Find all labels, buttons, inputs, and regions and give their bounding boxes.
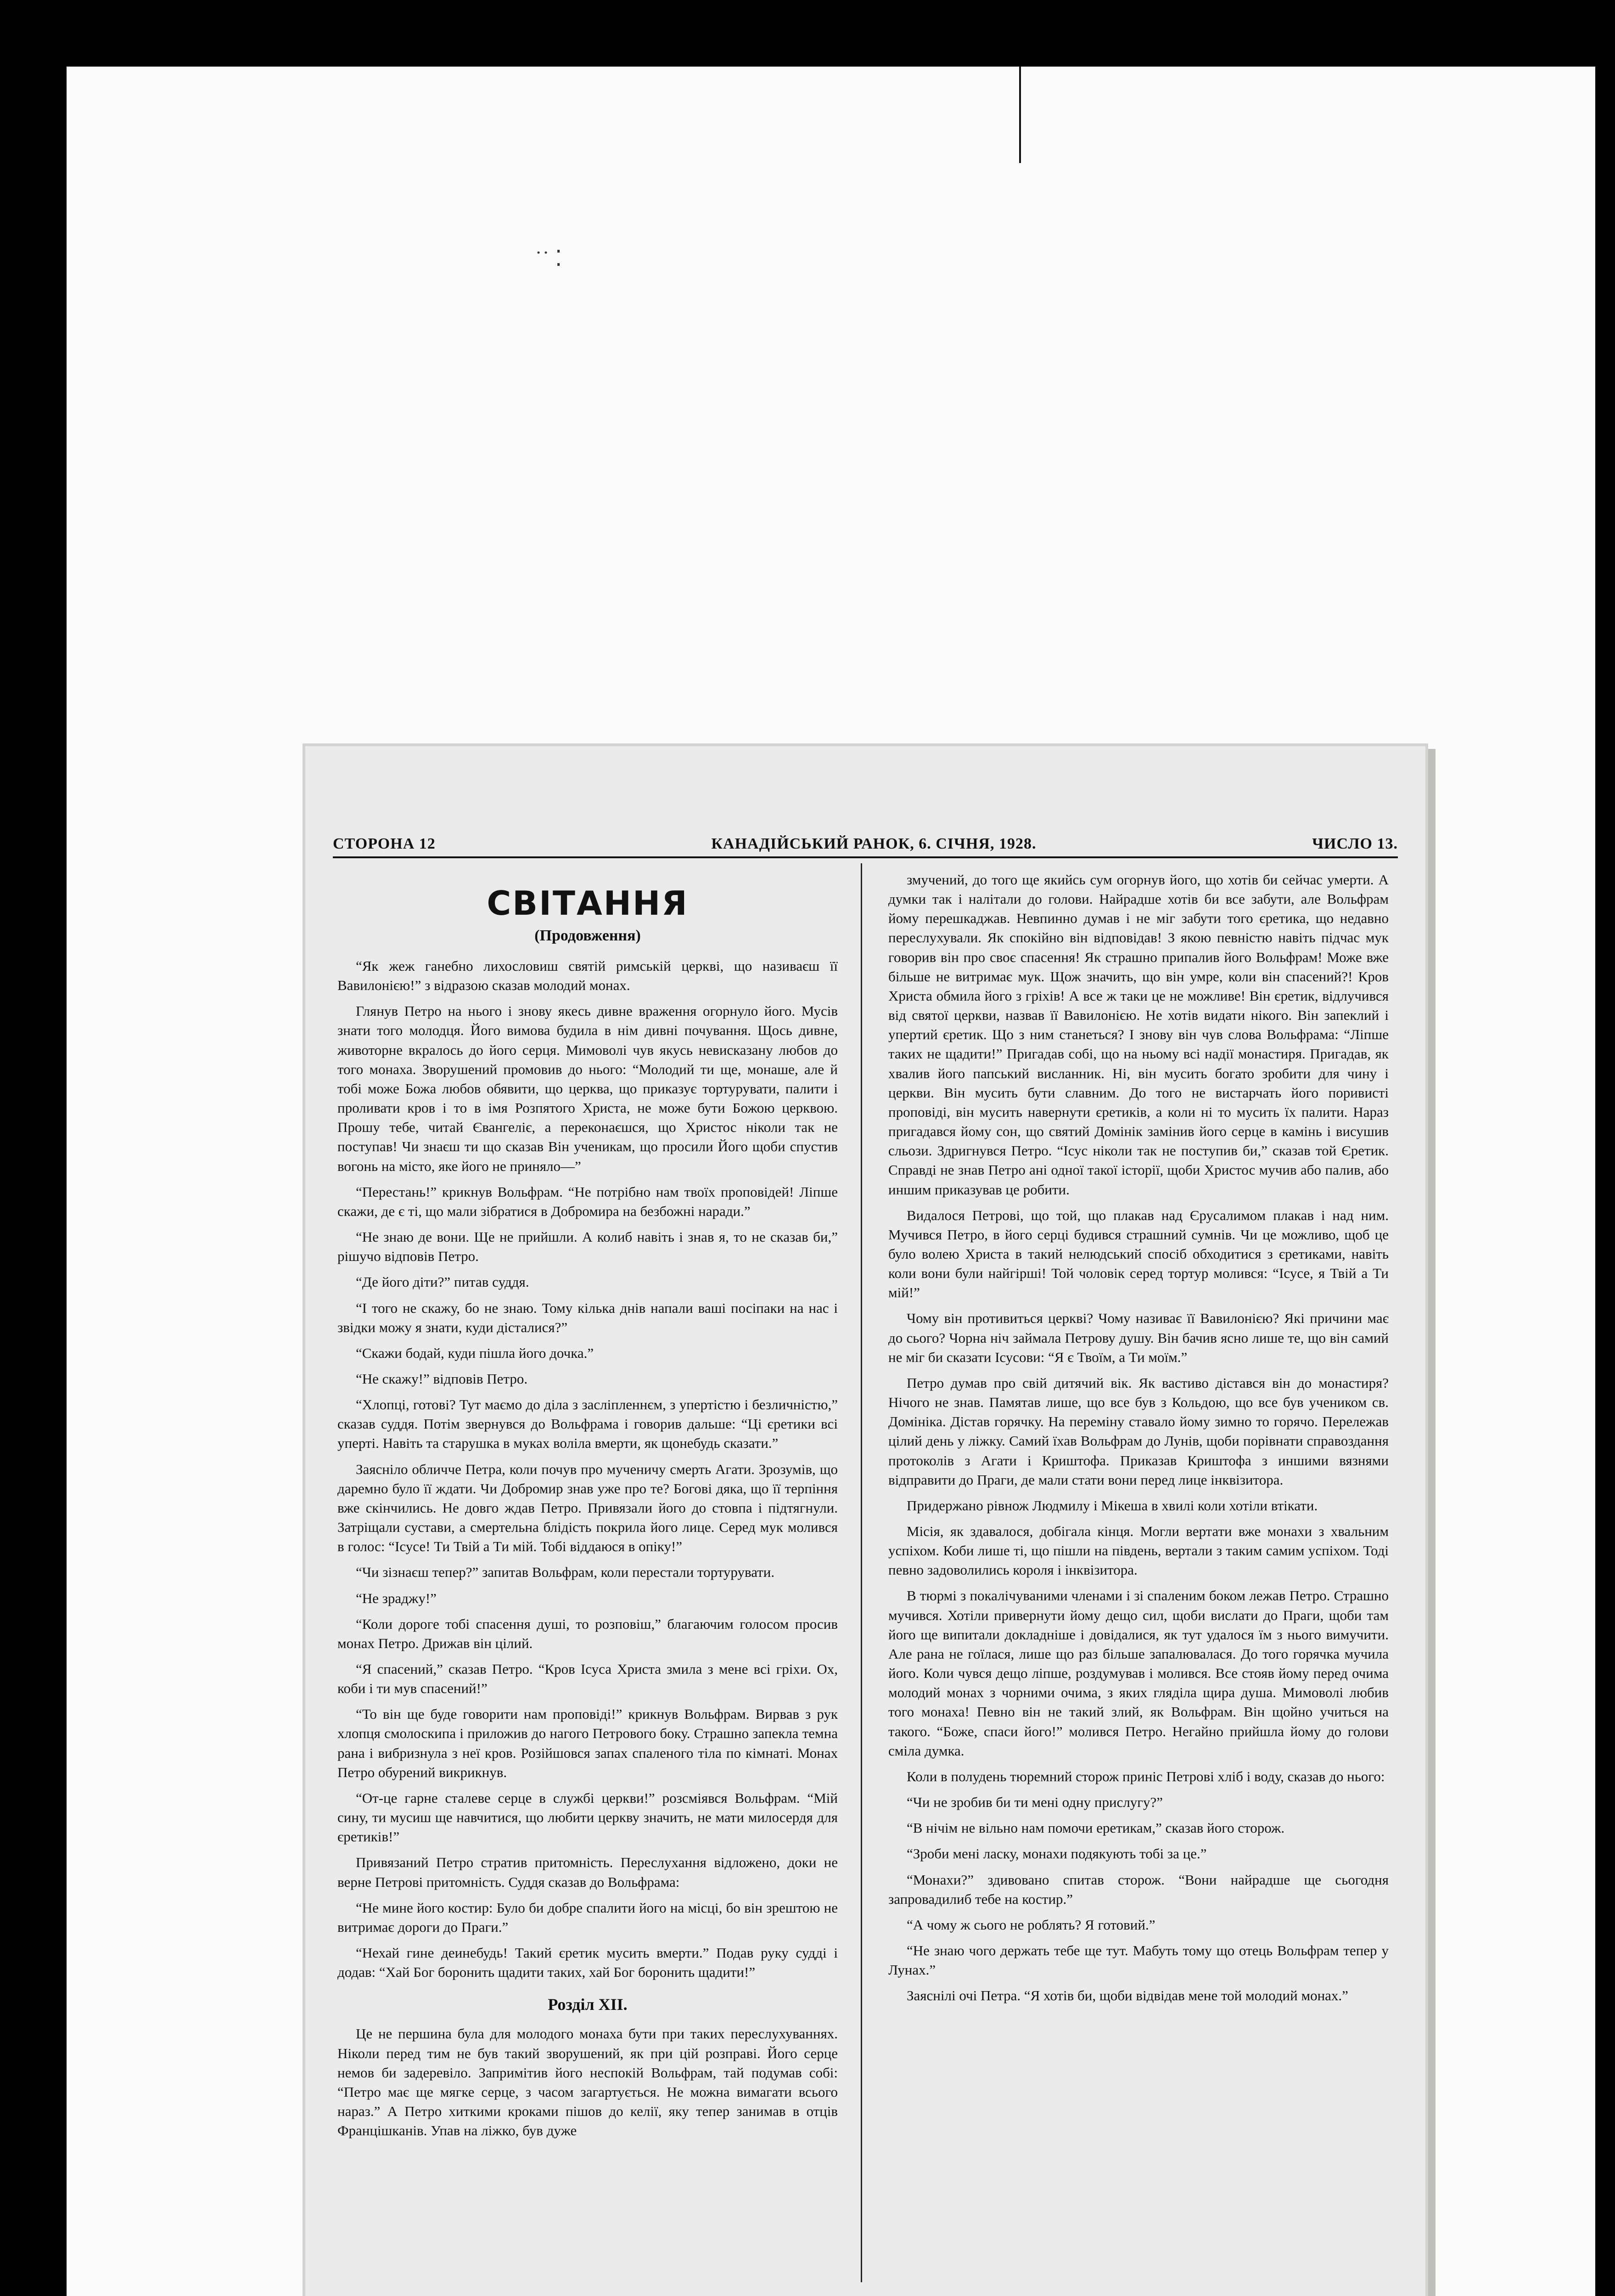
newspaper-title: КАНАДІЙСЬКИЙ РАНОК, 6. СІЧНЯ, 1928. — [711, 835, 1037, 852]
column-divider — [861, 863, 862, 2282]
paragraph: “А чому ж сього не роблять? Я готовий.” — [907, 1916, 1155, 1933]
paragraph: Чому він противиться церкві? Чому називає її Вавилонією? Які причини має до сього? Чорна ніч займала Петрову душу. Він бачив ясно лише те, що він самий не міг би сказати Ісусови: “Я є Твоїм, а Ти моїм.” — [888, 1310, 1389, 1365]
paragraph: “Не знаю чого держать тебе ще тут. Мабуть тому що отець Вольфрам тепер у Лунах.” — [888, 1942, 1389, 1978]
chapter-heading: Розділ XII. — [548, 1995, 628, 2014]
right-column — [888, 870, 1389, 2275]
paragraph: “Хлопці, готові? Тут маємо до діла з засліпленнєм, з упертістю і безличністю,” сказав суддя. Потім звернувся до Вольфрама і говорив дальше: “Ці єретики всі уперті. Навіть та старушка в муках воліла вмерти, як щонебудь сказати.” — [337, 1396, 838, 1452]
paragraph: “Я спасений,” сказав Петро. “Кров Ісуса Христа змила з мене всі гріхи. Ох, коби і ти мув спасений!” — [337, 1661, 838, 1697]
paragraph: Місія, як здавалося, добігала кінця. Могли вертати вже монахи з хвальним успіхом. Коби лише ті, що пішли на південь, вертали з таким самим успіхом. Тоді певно задоволились короля і інквізитора. — [888, 1523, 1389, 1578]
paragraph: “Не зраджу!” — [356, 1590, 437, 1606]
paragraph: “Перестань!” крикнув Вольфрам. “Не потрібно нам твоїх проповідей! Лiпше скажи, де є ті, що мали зібратися в Добромира на безбожні наради.” — [337, 1183, 838, 1219]
paragraph: “Скажи бодай, куди пішла його дочка.” — [356, 1345, 594, 1361]
paragraph: Це не першина була для молодого монаха бути при таких переслухуваннях. Ніколи перед тим не був такий зворушений, як при цій розправі. Його серце немов би задеревіло. Запримітив його неспокій Вольфрам, тай подумав собі: “Петро має ще мягке серце, з часом загартується. Не можна вимагати всього нараз.” А Петро хиткими кроками пішов до келії, яку тепер занимав в отців Францішканів. Упав на ліжко, був дуже — [337, 2026, 838, 2139]
paragraph: “Коли дороге тобі спасення душі, то розповіш,” благаючим голосом просив монах Петро. Дрижав він цілий. — [337, 1615, 838, 1651]
story-subtitle: (Продовження) — [534, 927, 641, 944]
paragraph: “Не скажу!” відповів Петро. — [356, 1370, 528, 1387]
paragraph: “Де його діти?” питав суддя. — [356, 1274, 529, 1290]
paragraph: “В нічім не вільно нам помочи еретикам,” сказав його сторож. — [907, 1820, 1285, 1836]
top-rule-line — [1019, 67, 1021, 163]
microfilm-frame — [67, 67, 1595, 2296]
paragraph: Петро думав про свій дитячий вік. Як вастиво дістався він до монастиря? Нічого не знав. Памятав лише, що все був з Кольдою, що все був учеником св. Домініка. Дістав горячку. На переміну ставало йому зимно то горячо. Перележав цілий день у ліжку. Самий їхав Вольфрам до Лунів, щоби порівнати справоздання протоколів з Агати і Криштофа. Приказав Криштофа з иншими вязнями відправити до Праги, де мали стати вони перед лице інквізитора. — [888, 1374, 1389, 1488]
paragraph: “Нехай гине деинебудь! Такий єретик мусить вмерти.” Подав руку судді і додав: “Хай Бог боронить щадити таких, хай Бог боронить щадити!” — [337, 1945, 838, 1981]
paragraph: Привязаний Петро стратив притомність. Переслухання відложено, доки не верне Петрові притомність. Суддя сказав до Вольфрама: — [337, 1854, 838, 1890]
paragraph: “Не мине його костир: Було би добре спалити його на місці, бо він зрештою не витримає дороги до Праги.” — [337, 1899, 838, 1935]
paragraph: “От-це гарне сталеве серце в службі церкви!” розсміявся Вольфрам. “Мій сину, ти мусиш ще навчитися, що любити церкву значить, не мати милосердя для єретиків!” — [337, 1790, 838, 1845]
page-number-label: СТОРОНА 12 — [333, 835, 436, 852]
right-column-paragraphs — [888, 870, 1389, 2005]
paragraph: “Як жеж ганебно лихословиш святій римській церкві, що називаєш її Вавилонією!” з відразою сказав молодий монах. — [337, 958, 838, 994]
paragraph: “Зроби мені ласку, монахи подякують тобі за це.” — [907, 1846, 1207, 1862]
paragraph: “Монахи?” здивовано спитав сторож. “Вони найрадше ще сьогодня запровадилиб тебе на костир.” — [888, 1871, 1389, 1907]
film-specks: ˙˙ ⁚ — [535, 247, 562, 271]
paragraph: “То він ще буде говорити нам проповіді!” крикнув Вольфрам. Вирвав з рук хлопця смолоскипа і приложив до нагого Петрового боку. Страшно запекла темна рана і вибризнула з неї кров. Розійшовся запах спаленого тіла по кімнаті. Монах Петро обурений викрикнув. — [337, 1706, 838, 1780]
paragraph: змучений, до того ще якийсь сум огорнув його, що хотів би сейчас умерти. А думки так і налітали до голови. Найрадше хотів би все забути, але Вольфрам йому перешкаджав. Невпинно думав і не міг забути того єретика, що недавно переслухували. Як спокійно він відповідав! З якою певністю навіть підчас мук говорив він про своє спасення! Як страшно припалив його Вольфрам! Може вже більше не витримає мук. Щож значить, що він умре, коли він спасений?! Кров Христа обмила його з гріхів! А все ж таки це не можливе! Він єретик, відлучився від святої церкви, назвав її Вавилонією. Не хотів видати нікого. Він запеклий і упертий єретик. Що з ним станеться? І знову він чув слова Вольфрама: “Лiпше таких не щадити!” Пригадав собі, що на ньому всі надії монастиря. Пригадав, як хвалив його папський висланник. Ні, він мусить богато зробити для чину і церкви. Він мусить бути славним. До того не вистарчать його поривисті проповіді, він мусить навернути єретиків, а коли ні то мусить їх палити. Нараз пригадався йому сон, що святий Домінік замінив його серце в камінь і висушив сльози. Здригнувся Петро. “Ісус ніколи так не поступив би,” сказав той Єретик. Справді не знав Петро ані одної такої історії, щоби Христос мучив або палив, або иншим приказував це робити. — [888, 872, 1389, 1198]
paragraph: Придержано рівнож Людмилу і Мікеша в хвилі коли хотіли втікати. — [907, 1497, 1318, 1514]
page-content — [324, 760, 1407, 2296]
paragraph: Видалося Петрові, що той, що плакав над Єрусалимом плакав і над ним. Мучився Петро, в його серці будився страшний сумнів. Чи це можливо, щоб це було волею Христа в такий нелюдський спосіб обходитися з єретиками, навіть коли вони були найгірші! Той чоловік серед тортур молився: “Ісусе, я Твій а Ти мій!” — [888, 1207, 1389, 1301]
paragraph: “І того не скажу, бо не знаю. Тому кілька днів напали ваші посіпаки на нас і звідки можу я знати, куди дісталися?” — [337, 1300, 838, 1335]
paragraph: Глянув Петро на нього і знову якесь дивне враження огорнуло його. Мусів знати того молодця. Його вимова будила в нім дивні почування. Щось дивне, животорне вкралось до його серця. Мимоволі чув якусь невисказану любов до того монаха. Зворушений промовив до нього: “Молодий ти ще, монаше, але й тобі може Божа любов обявити, що церква, що приказує тортурувати, палити і проливати кров і то в імя Розпятого Христа, не може бути Божою церквою. Прошу тебе, читай Євангеліє, а переконаєшся, що Христос ніколи так не поступав! Чи знаєш ти що сказав Він ученикам, що просили Його щоби спустив вогонь на місто, яке його не приняло—” — [337, 1003, 838, 1174]
issue-number-label: ЧИСЛО 13. — [1312, 835, 1398, 852]
story-title: СВІТАННЯ — [487, 884, 689, 923]
left-column-paragraphs-after — [337, 2024, 838, 2140]
left-column-paragraphs — [337, 957, 838, 1982]
paragraph: “Чи зізнаєш тепер?” запитав Вольфрам, коли перестали тортурувати. — [356, 1564, 775, 1581]
newspaper-page — [305, 746, 1425, 2296]
paragraph: Заяснілі очі Петра. “Я хотів би, щоби відвідав мене той молодий монах.” — [907, 1987, 1348, 2004]
page-header — [333, 829, 1398, 858]
paragraph: “Чи не зробив би ти мені одну прислугу?” — [907, 1794, 1163, 1811]
paragraph: Коли в полудень тюремний сторож приніс Петрові хліб і воду, сказав до нього: — [907, 1768, 1385, 1784]
paragraph: Заяснілo обличче Петра, коли почув про мученичу смерть Агати. Зрозумів, що даремно було її ждати. Чи Добромир знав уже про те? Богові дяка, що її терпіння вже скінчились. Не довго ждав Петро. Привязали його до стовпа і підтягнули. Затріщали сустави, а смертельна блідість покрила його лице. Серед мук молився в голос: “Ісусе! Ти Твій а Ти мій. Тобі віддаюся в опіку!” — [337, 1461, 838, 1555]
paragraph: В тюрмі з покалічуваними членами і зі спаленим боком лежав Петро. Страшно мучився. Хотіли привернути йому дещо сил, щоби вислати до Праги, щоби там його ще випитали докладніше і довідалися, як тут удалося їм з нього вимучити. Але рана не гоїлася, лише що раз більше запалювалася. До того горячка мучила його. Коли чувся дещо лiпше, роздумував і молився. Все стояв йому перед очима молодий монах з чорними очима, з яких гляділа щира душа. Мимоволі любив того монаха! Певно він не такий злий, як Вольфрам. Він щойно учиться на такого. “Боже, спаси його!” молився Петро. Негайно прийшла йому до голови сміла думка. — [888, 1587, 1389, 1759]
left-column — [337, 870, 838, 2275]
paragraph: “Не знаю де вони. Ще не прийшли. А колиб навіть і знав я, то не сказав би,” рішучо відповів Петро. — [337, 1229, 838, 1265]
